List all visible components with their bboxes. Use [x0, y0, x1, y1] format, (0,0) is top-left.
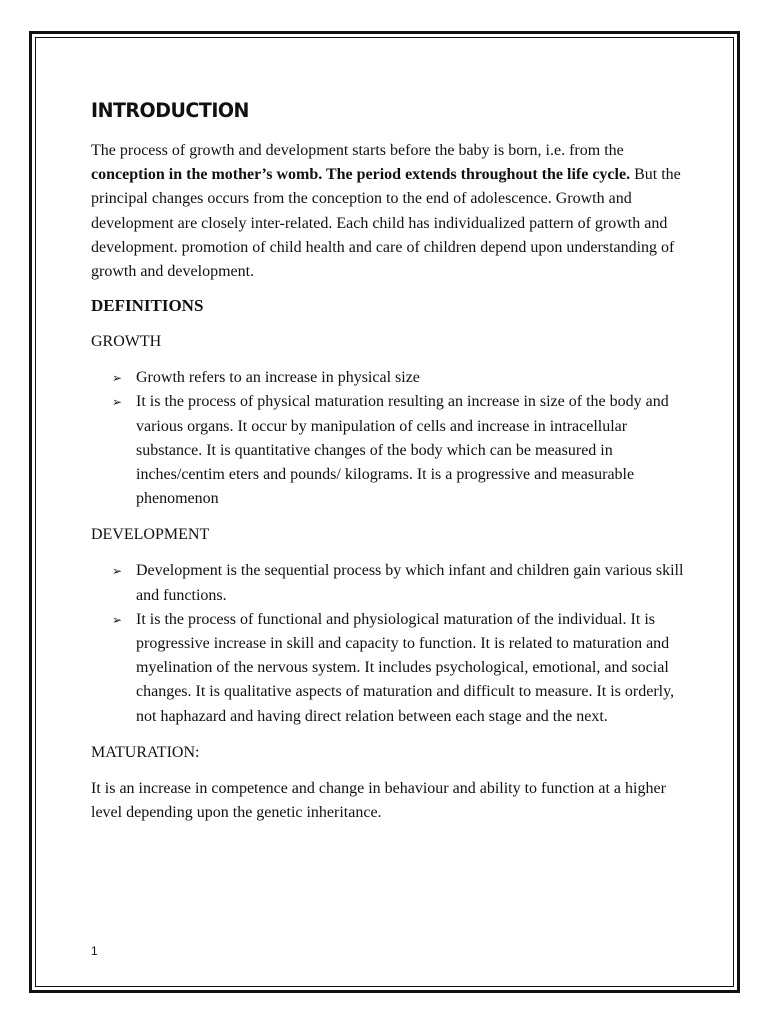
list-item-text: Growth refers to an increase in physical size [136, 369, 420, 387]
maturation-paragraph: It is an increase in competence and change in behaviour and ability to function at a higher level depending upon the genetic inheritance. [91, 779, 666, 822]
introduction-paragraph [91, 139, 691, 284]
maturation-heading: MATURATION: [91, 743, 200, 761]
growth-list [91, 366, 691, 511]
arrow-bullet-icon: ➢ [112, 564, 123, 579]
document-body [91, 96, 691, 825]
intro-text-bold: conception in the mother’s womb. The period extends throughout the life cycle. [91, 166, 631, 184]
page-number: 1 [91, 944, 98, 958]
arrow-bullet-icon: ➢ [112, 395, 123, 410]
definitions-heading: DEFINITIONS [91, 296, 204, 316]
list-item [112, 559, 691, 607]
list-item-text: Development is the sequential process by which infant and children gain various skill and functions. [136, 562, 684, 604]
list-item-text: It is the process of functional and physiological maturation of the individual. It is progressive increase in skill and capacity to function. It is related to maturation and myelination of the nervous system. It includes psychological, emotional, and social changes. It is qualitative aspects of maturation and difficult to measure. It is orderly, not haphazard and having direct relation between each stage and the next. [136, 610, 675, 725]
intro-text-end: But the principal changes occurs from the conception to the end of adolescence. Growth and development are closely inter-related. Each child has individualized pattern of growth and development. promotion of child health and care of children depend upon understanding of growth and development. [91, 166, 681, 281]
introduction-heading: INTRODUCTION [91, 99, 249, 123]
list-item [112, 390, 691, 511]
intro-text-start: The process of growth and development starts before the baby is born, i.e. from the [91, 142, 624, 159]
arrow-bullet-icon: ➢ [112, 371, 123, 386]
development-heading: DEVELOPMENT [91, 526, 210, 544]
growth-heading: GROWTH [91, 333, 162, 351]
list-item [112, 366, 691, 390]
arrow-bullet-icon: ➢ [112, 612, 123, 627]
development-list [91, 559, 691, 728]
list-item-text: It is the process of physical maturation resulting an increase in size of the body and various organs. It occur by manipulation of cells and increase in intracellular substance. It is quantitative changes of the body which can be measured in inches/centim eters and pounds/ kilograms. It is a progressive and measurable phenomenon [136, 393, 669, 508]
list-item [112, 608, 691, 729]
